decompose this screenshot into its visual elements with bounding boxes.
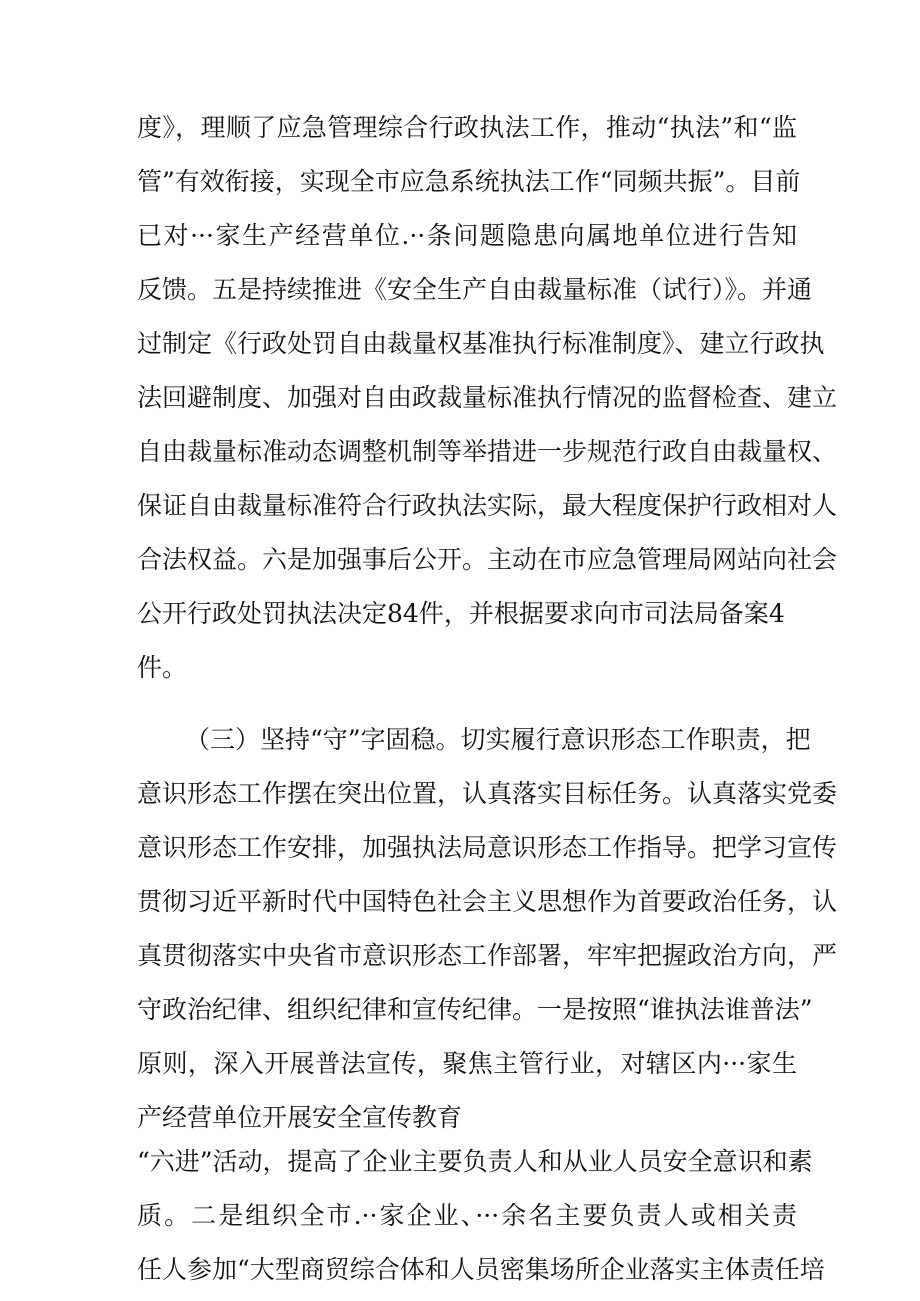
body-text-line: 原则，深入开展普法宣传，聚焦主管行业，对辖区内···家生 [137,1049,797,1078]
body-text-line: 保证自由裁量标准符合行政执法实际，最大程度保护行政相对人 [137,491,838,520]
body-text-line: 贯彻习近平新时代中国特色社会主义思想作为首要政治任务，认 [137,887,838,916]
body-text-line: 度》，理顺了应急管理综合行政执法工作，推动“执法”和“监 [137,113,797,142]
body-text-line: 产经营单位开展安全宣传教育 [137,1103,463,1132]
body-text-line: 过制定《行政处罚自由裁量权基准执行标准制度》、建立行政执 [137,329,825,358]
body-text-line: 反馈。五是持续推进《安全生产自由裁量标准（试行）》。并通 [137,275,813,304]
body-text-line: 自由裁量标准动态调整机制等举措进一步规范行政自由裁量权、 [137,437,838,466]
body-text-line: 意识形态工作安排，加强执法局意识形态工作指导。把学习宣传 [137,833,838,862]
body-text-line: 件。 [137,653,188,682]
body-text-line: 公开行政处罚执法决定84件，并根据要求向市司法局备案4 [137,599,785,628]
body-text-line: 意识形态工作摆在突出位置，认真落实目标任务。认真落实党委 [137,779,838,808]
body-text-line: 法回避制度、加强对自由政裁量标准执行情况的监督检查、建立 [137,383,838,412]
body-text-line: “六进”活动，提高了企业主要负责人和从业人员安全意识和素 [137,1147,813,1176]
body-text-line: 合法权益。六是加强事后公开。主动在市应急管理局网站向社会 [137,545,838,574]
section-heading-line: （三）坚持“守”字固稳。切实履行意识形态工作职责，把 [185,725,811,754]
body-text-line: 已对···家生产经营单位.··条问题隐患向属地单位进行告知 [137,221,797,250]
body-text-line: 真贯彻落实中央省市意识形态工作部署，牢牢把握政治方向，严 [137,941,838,970]
body-text-line: 任人参加“大型商贸综合体和人员密集场所企业落实主体责任培 [137,1255,825,1284]
body-text-line: 管”有效衔接，实现全市应急系统执法工作“同频共振”。目前 [137,167,801,196]
body-text-line: 守政治纪律、组织纪律和宣传纪律。一是按照“谁执法谁普法” [137,995,813,1024]
body-text-line: 质。二是组织全市.··家企业、···余名主要负责人或相关责 [137,1201,797,1230]
